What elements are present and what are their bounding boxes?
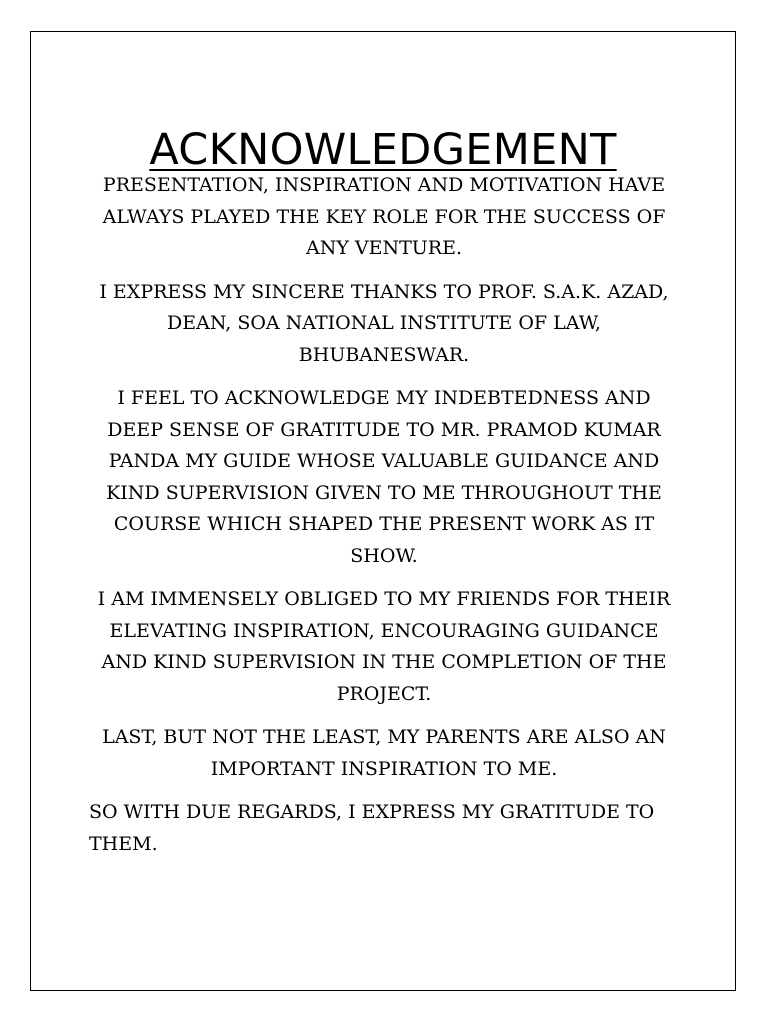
document-page xyxy=(30,31,736,991)
paragraph-closing: SO WITH DUE REGARDS, I EXPRESS MY GRATITUDE TO THEM. xyxy=(89,801,655,855)
page-title: ACKNOWLEDGEMENT xyxy=(149,125,617,175)
paragraph-thanks-parents: LAST, BUT NOT THE LEAST, MY PARENTS ARE ALSO AN IMPORTANT INSPIRATION TO ME. xyxy=(102,726,666,780)
paragraph-thanks-friends: I AM IMMENSELY OBLIGED TO MY FRIENDS FOR THEIR ELEVATING INSPIRATION, ENCOURAGING GUIDANCE AND KIND SUPERVISION IN THE COMPLETION OF THE PROJECT. xyxy=(97,588,671,705)
paragraph-thanks-dean: I EXPRESS MY SINCERE THANKS TO PROF. S.A.K. AZAD, DEAN, SOA NATIONAL INSTITUTE OF LAW, BHUBANESWAR. xyxy=(99,280,669,366)
paragraph-motivation: PRESENTATION, INSPIRATION AND MOTIVATION HAVE ALWAYS PLAYED THE KEY ROLE FOR THE SUCCESS OF ANY VENTURE. xyxy=(102,174,666,259)
acknowledgement-body xyxy=(89,170,679,872)
paragraph-thanks-guide: I FEEL TO ACKNOWLEDGE MY INDEBTEDNESS AND DEEP SENSE OF GRATITUDE TO MR. PRAMOD KUMAR PANDA MY GUIDE WHOSE VALUABLE GUIDANCE AND KIND SUPERVISION GIVEN TO ME THROUGHOUT THE COURSE WHICH SHAPED THE PRESENT WORK AS IT SHOW. xyxy=(106,387,662,567)
